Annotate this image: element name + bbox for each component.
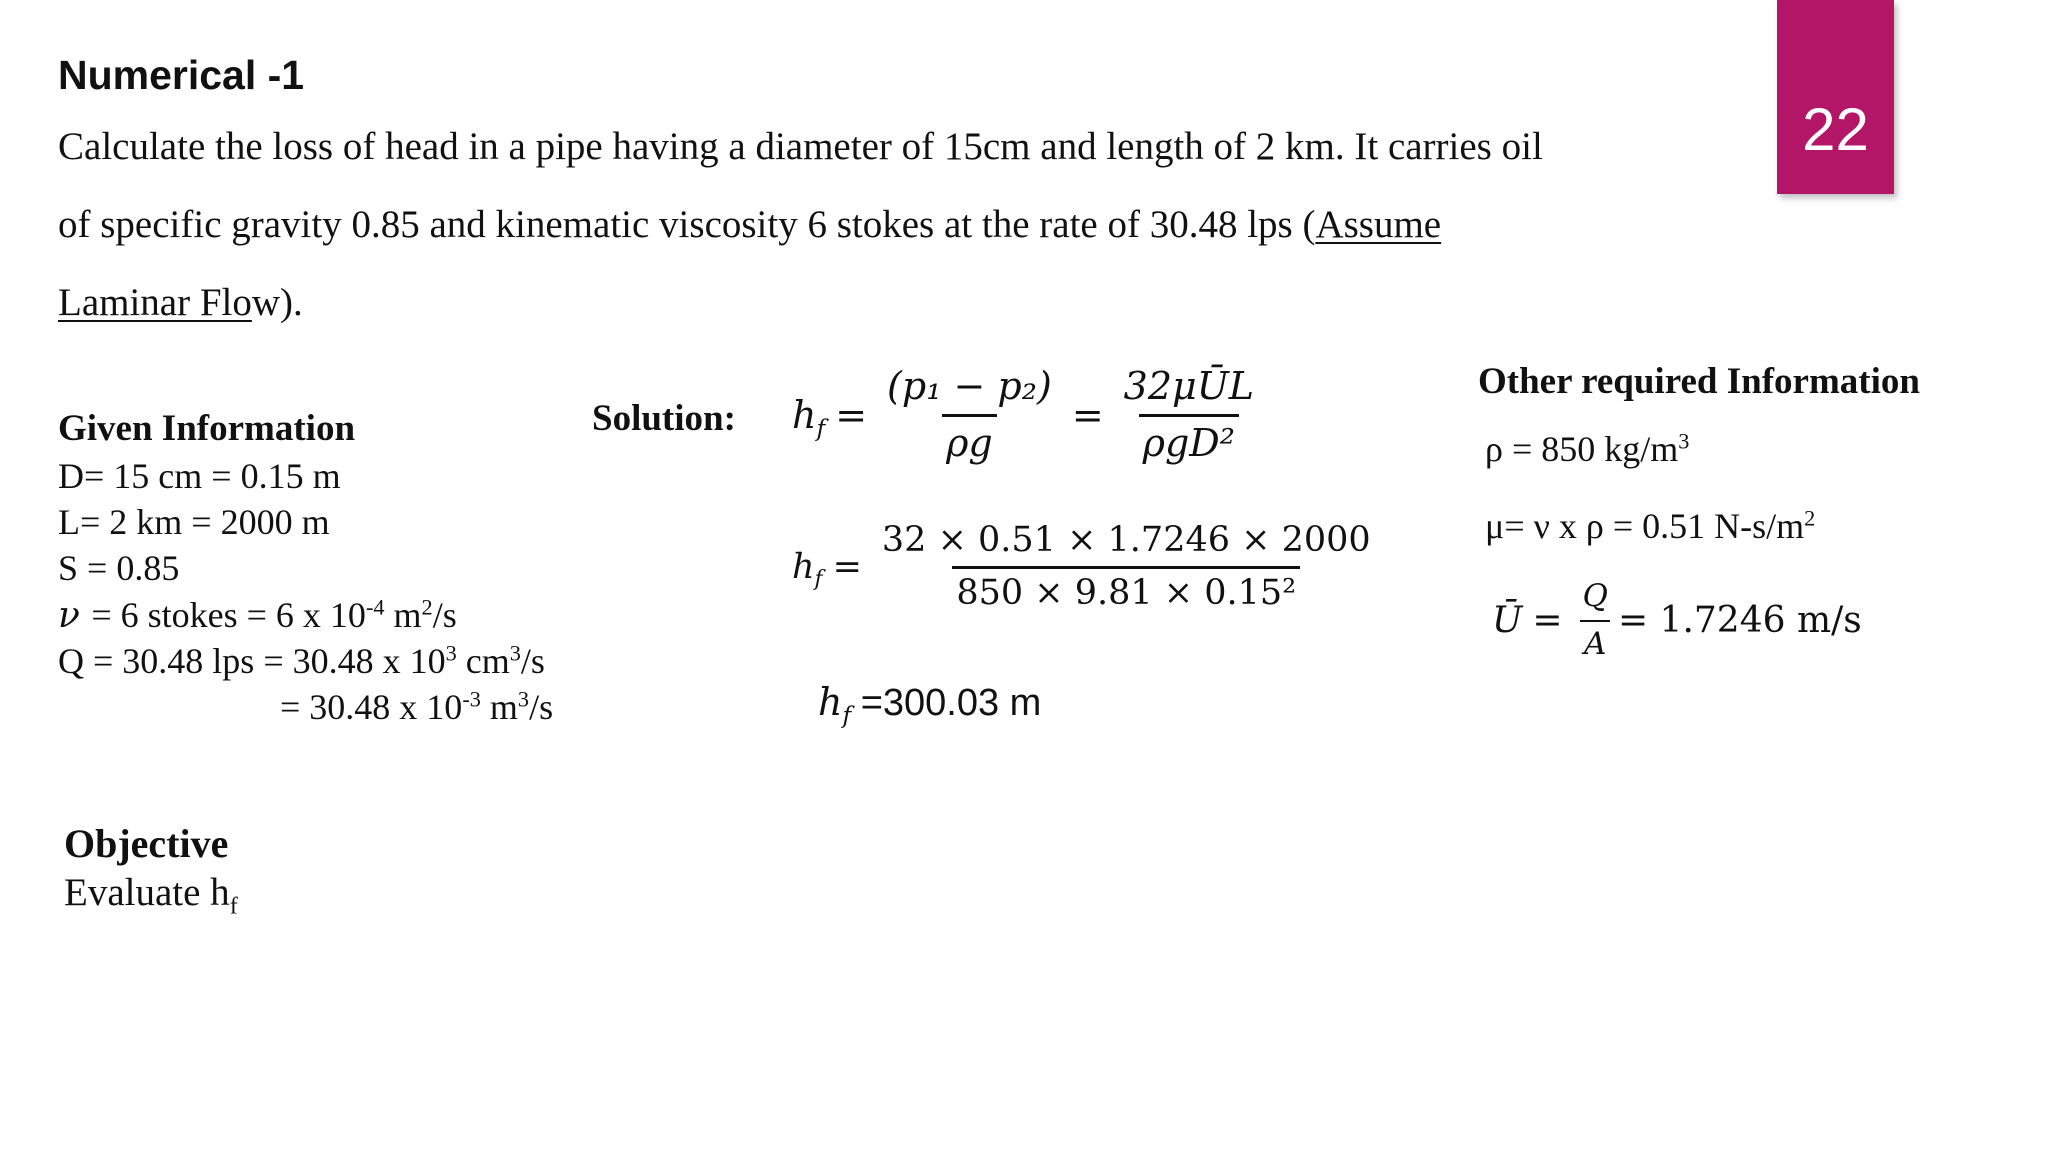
equation-1: $h_f$ = $\frac{\text{(p₁ − p₂)}}{\rho g}$ = $\frac{\text{32μŪL}}{\text{ρgD²}}$ [792,364,1264,465]
eq2-fraction: $\frac{32 \times 0.51 \times 1.7246 \times 2000}{\text{850 × 9.81 × 0.15²}}$ [881,520,1371,613]
problem-line-1: Calculate the loss of head in a pipe having a diameter of 15cm and length of 2 km. It carries oil [58,125,1543,168]
assume-underlined: Assume [1315,203,1442,246]
objective-heading: Objective [64,821,229,866]
other-viscosity: μ= ν x ρ = 0.51 $N-s/m^2$ [1485,505,1816,546]
given-flow-rate: Q = 30.48 lps = 30.48 x $10^3$ $cm^3/s$ [58,640,545,681]
eq1-fraction-1: $\frac{\text{(p₁ − p₂)}}{\rho g}$ [887,364,1052,465]
eq1-fraction-2: $\frac{\text{32μŪL}}{\text{ρgD²}}$ [1123,364,1254,465]
given-length: L= 2 km = 2000 m [58,502,330,542]
problem-line-3: Laminar Flow). [58,281,303,324]
given-specific-gravity: S = 0.85 [58,548,180,588]
given-diameter: D= 15 cm = 0.15 m [58,456,341,496]
result-value: =300.03 m [860,682,1042,724]
given-flow-rate-si: = 30.48 x $10^{-3}$ $m^3/s$ [280,686,554,727]
page-number: 22 [1802,96,1869,163]
laminar-flow-underlined: Laminar Flo [58,281,252,324]
page-number-badge [1777,0,1894,194]
solution-label: Solution: [592,398,736,439]
objective-text: Evaluate $h_f$ [64,871,238,920]
velocity-equation: Ū = $\frac{Q}{A}$ = 1.7246 m/s [1492,578,1862,662]
given-viscosity: ν = 6 stokes = 6 x $10^{-4}$ $m^2/s$ [58,594,457,636]
other-density: ρ = 850 $kg/m^3$ [1485,428,1690,469]
problem-line-2: of specific gravity 0.85 and kinematic viscosity 6 stokes at the rate of 30.48 lps (Assume [58,203,1442,246]
result-line: $h_f =300.03$ m [818,680,1042,730]
slide-title: Numerical -1 [58,52,305,98]
q-over-a-fraction: $\frac{Q}{A}$ [1579,578,1612,662]
given-heading: Given Information [58,408,356,449]
equation-2: $h_f$ = $\frac{32 \times 0.51 \times 1.7246 \times 2000}{\text{850 × 9.81 × 0.15²}}$ [792,520,1381,613]
other-info-heading: Other required Information [1478,361,1920,402]
